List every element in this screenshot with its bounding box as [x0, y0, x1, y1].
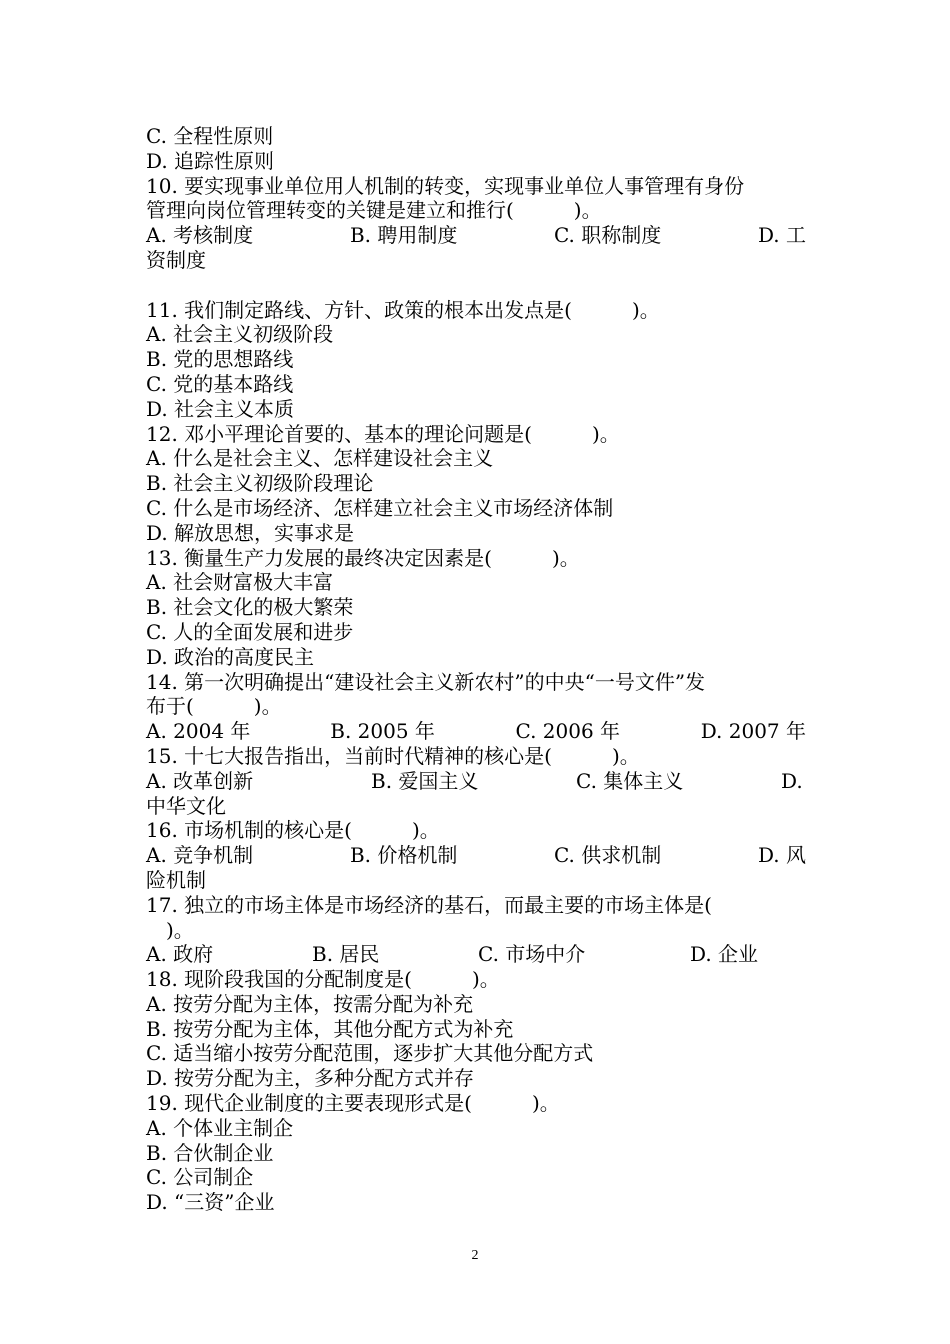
q15-options: [146, 769, 806, 794]
q12-stem: 12. 邓小平理论首要的、基本的理论问题是( )。: [146, 421, 620, 446]
q18-option-d: D. 按劳分配为主，多种分配方式并存: [146, 1066, 475, 1091]
q16-stem: 16. 市场机制的核心是( )。: [146, 818, 440, 843]
q15-option-b: B. 爱国主义: [371, 768, 479, 793]
q19-option-b: B. 合伙制企业: [146, 1140, 274, 1165]
q17-options: [146, 942, 806, 967]
q10-stem-line-1: 10. 要实现事业单位用人机制的转变，实现事业单位人事管理有身份: [146, 173, 745, 198]
q17-option-b: B. 居民: [312, 942, 380, 967]
q14-option-d: D. 2007 年: [700, 719, 807, 744]
q13-stem: 13. 衡量生产力发展的最终决定因素是( )。: [146, 545, 580, 570]
q13-option-b: B. 社会文化的极大繁荣: [146, 595, 354, 620]
q18-option-b: B. 按劳分配为主体，其他分配方式为补充: [146, 1016, 514, 1041]
q16-option-d: D. 风: [757, 843, 806, 868]
q18-option-a: A. 按劳分配为主体，按需分配为补充: [146, 991, 474, 1016]
q14-option-b: B. 2005 年: [330, 719, 435, 744]
q10-option-d-wrap: 资制度: [146, 247, 206, 272]
q12-option-b: B. 社会主义初级阶段理论: [146, 471, 374, 496]
question-list: [146, 124, 806, 1215]
q12-option-a: A. 什么是社会主义、怎样建设社会主义: [146, 446, 494, 471]
q14-stem-line-2: 布于( )。: [146, 694, 282, 719]
q10-option-b: B. 聘用制度: [349, 223, 458, 248]
q12-option-d: D. 解放思想，实事求是: [146, 520, 355, 545]
q12-option-c: C. 什么是市场经济、怎样建立社会主义市场经济体制: [146, 495, 614, 520]
q13-option-d: D. 政治的高度民主: [146, 644, 315, 669]
spacer: [146, 273, 806, 298]
q14-options: [146, 719, 806, 744]
q15-option-c: C. 集体主义: [576, 768, 684, 793]
q14-stem-line-1: 14. 第一次明确提出“建设社会主义新农村”的中央“一号文件”发: [146, 669, 706, 694]
q11-option-c: C. 党的基本路线: [146, 371, 294, 396]
q15-option-d: D.: [781, 768, 803, 793]
q17-option-d: D. 企业: [690, 942, 759, 967]
q17-stem-line-1: 17. 独立的市场主体是市场经济的基石，而最主要的市场主体是(: [146, 892, 712, 917]
q17-stem-line-2: )。: [146, 917, 194, 942]
q14-option-c: C. 2006 年: [515, 719, 621, 744]
q9-option-c: C. 全程性原则: [146, 124, 274, 148]
q11-stem: 11. 我们制定路线、方针、政策的根本出发点是( )。: [146, 297, 660, 322]
q17-option-c: C. 市场中介: [478, 942, 586, 967]
q16-option-c: C. 供求机制: [553, 843, 662, 868]
q19-option-d: D. “三资”企业: [146, 1190, 275, 1215]
q13-option-c: C. 人的全面发展和进步: [146, 619, 354, 644]
q18-stem: 18. 现阶段我国的分配制度是( )。: [146, 967, 500, 992]
q19-option-a: A. 个体业主制企: [146, 1115, 294, 1140]
q15-stem: 15. 十七大报告指出，当前时代精神的核心是( )。: [146, 743, 640, 768]
q10-options: [146, 223, 806, 248]
q10-option-c: C. 职称制度: [553, 223, 662, 248]
q9-option-d: D. 追踪性原则: [146, 148, 275, 173]
q16-options: [146, 843, 806, 868]
q11-option-b: B. 党的思想路线: [146, 347, 294, 372]
q14-option-a: A. 2004 年: [146, 719, 251, 744]
q17-option-a: A. 政府: [146, 942, 214, 967]
q19-option-c: C. 公司制企: [146, 1165, 254, 1190]
q13-option-a: A. 社会财富极大丰富: [146, 570, 334, 595]
q10-stem-line-2: 管理向岗位管理转变的关键是建立和推行( )。: [146, 198, 602, 223]
q15-option-a: A. 改革创新: [146, 768, 254, 793]
q19-stem: 19. 现代企业制度的主要表现形式是( )。: [146, 1091, 560, 1116]
q10-option-d: D. 工: [757, 223, 806, 248]
q11-option-d: D. 社会主义本质: [146, 396, 295, 421]
q11-option-a: A. 社会主义初级阶段: [146, 322, 334, 347]
q18-option-c: C. 适当缩小按劳分配范围，逐步扩大其他分配方式: [146, 1041, 594, 1066]
page-number: 2: [471, 1248, 479, 1263]
q16-option-b: B. 价格机制: [349, 843, 458, 868]
q16-option-a: A. 竞争机制: [146, 843, 254, 868]
q10-option-a: A. 考核制度: [146, 223, 254, 248]
q15-option-d-wrap: 中华文化: [146, 793, 226, 818]
q16-option-d-wrap: 险机制: [146, 867, 206, 892]
